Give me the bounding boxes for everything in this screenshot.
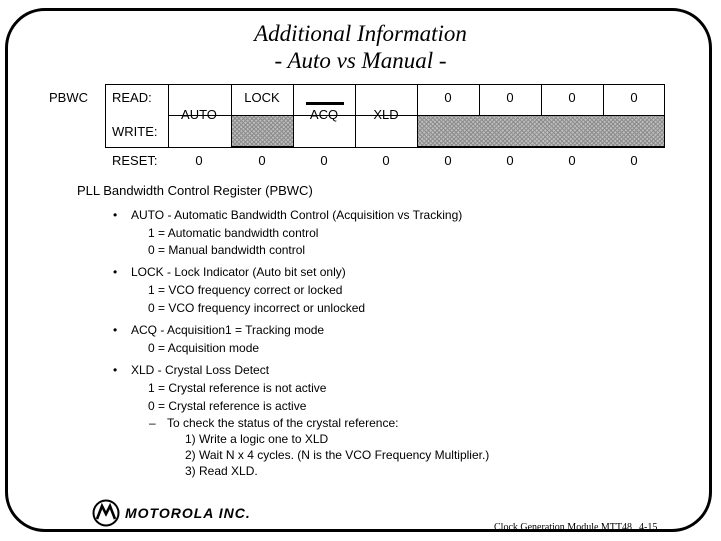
read-bit-lock: LOCK xyxy=(244,90,280,105)
slide-title: Additional Information xyxy=(254,21,467,46)
read-bit-1: 0 xyxy=(568,90,576,105)
read-bit-2: 0 xyxy=(506,90,514,105)
bullet-lock-line: 1 = VCO frequency correct or locked xyxy=(148,283,343,297)
register-name: PBWC xyxy=(49,90,88,105)
sub-step: 3) Read XLD. xyxy=(185,464,258,478)
bullet-dot: • xyxy=(113,363,118,377)
motorola-wordmark: MOTOROLA INC. xyxy=(125,505,251,521)
read-bit-0: 0 xyxy=(630,90,638,105)
bullet-lock-head: LOCK - Lock Indicator (Auto bit set only) xyxy=(131,265,346,279)
sub-step: 2) Wait N x 4 cycles. (N is the VCO Frequency Multiplier.) xyxy=(185,448,490,462)
reset-value: 0 xyxy=(382,153,390,168)
reset-value: 0 xyxy=(320,153,328,168)
motorola-batwing-icon xyxy=(92,499,120,527)
bullet-xld-line: 1 = Crystal reference is not active xyxy=(148,381,327,395)
section-heading: PLL Bandwidth Control Register (PBWC) xyxy=(77,183,313,198)
footer-course: Clock Generation Module MTT48 xyxy=(494,522,633,533)
bullet-xld-head: XLD - Crystal Loss Detect xyxy=(131,363,270,377)
hatched-cells-bits3-0 xyxy=(417,115,665,147)
bullet-auto-line: 0 = Manual bandwidth control xyxy=(148,243,306,257)
acq-overbar xyxy=(306,102,344,105)
footer-page-number: 4-15 xyxy=(639,522,658,533)
write-bit-xld: XLD xyxy=(373,107,399,122)
reset-value: 0 xyxy=(568,153,576,168)
write-bit-acq: ACQ xyxy=(309,107,339,122)
reset-value: 0 xyxy=(506,153,514,168)
slide-subtitle: - Auto vs Manual - xyxy=(274,48,447,73)
write-label: WRITE: xyxy=(112,124,158,139)
sub-dash: – xyxy=(149,416,156,430)
bullet-acq-line: 0 = Acquisition mode xyxy=(148,341,260,355)
bullet-xld-line: 0 = Crystal reference is active xyxy=(148,399,307,413)
reset-value: 0 xyxy=(258,153,266,168)
bullet-lock-line: 0 = VCO frequency incorrect or unlocked xyxy=(148,301,366,315)
reset-value: 0 xyxy=(444,153,452,168)
reset-value: 0 xyxy=(195,153,203,168)
reset-label: RESET: xyxy=(112,153,158,168)
write-bit-auto: AUTO xyxy=(181,107,217,122)
bullet-auto-head: AUTO - Automatic Bandwidth Control (Acquisition vs Tracking) xyxy=(131,208,463,222)
read-label: READ: xyxy=(112,90,152,105)
hatched-cell-bit6 xyxy=(231,115,294,147)
bullet-dot: • xyxy=(113,323,118,337)
reset-value: 0 xyxy=(630,153,638,168)
sub-step: 1) Write a logic one to XLD xyxy=(185,432,329,446)
bullet-auto-line: 1 = Automatic bandwidth control xyxy=(148,226,319,240)
motorola-logo xyxy=(92,499,272,527)
read-bit-3: 0 xyxy=(444,90,452,105)
sub-head: To check the status of the crystal reference: xyxy=(167,416,399,430)
bullet-dot: • xyxy=(113,265,118,279)
bullet-dot: • xyxy=(113,208,118,222)
bullet-acq-head: ACQ - Acquisition1 = Tracking mode xyxy=(131,323,325,337)
